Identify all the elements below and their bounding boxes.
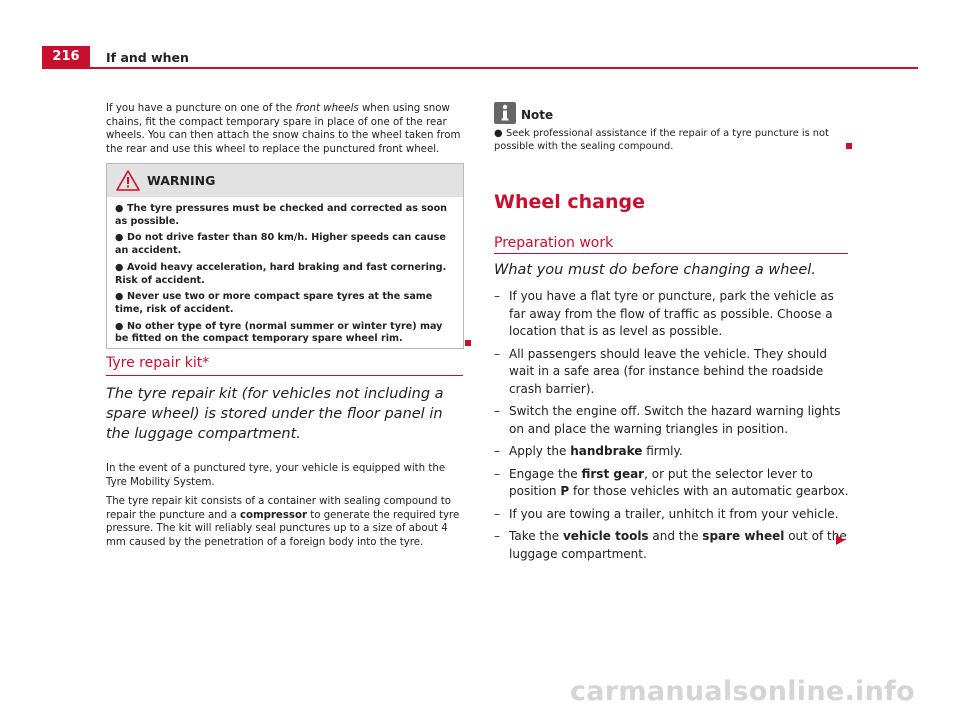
warning-item: ● No other type of tyre (normal summer or winter tyre) may be fitted on the compact temporary spare wheel rim. xyxy=(115,320,443,345)
step-item: – If you have a flat tyre or puncture, park the vehicle as far away from the flow of traffic as possible. Choose a location that is as level as possible. xyxy=(494,289,834,338)
tyre-repair-kit-heading: Tyre repair kit* xyxy=(106,355,210,371)
step-item: – All passengers should leave the vehicle. They should wait in a safe area (for instance behind the roadside crash barrier). xyxy=(494,346,827,396)
step-item: – If you are towing a trailer, unhitch it from your vehicle. xyxy=(494,506,839,521)
heading-rule xyxy=(106,375,463,376)
subsection-title: Preparation work xyxy=(494,235,614,251)
warning-item: ● The tyre pressures must be checked and corrected as soon as possible. xyxy=(115,203,447,227)
tyre-repair-kit-intro: The tyre repair kit (for vehicles not including a spare wheel) is stored under the floor panel in the luggage compartment. xyxy=(106,386,444,442)
warning-box xyxy=(106,163,464,349)
section-title: Wheel change xyxy=(494,191,646,213)
preparation-intro: What you must do before changing a wheel. xyxy=(494,262,816,278)
step-item: – Switch the engine off. Switch the hazard warning lights on and place the warning triangles in position. xyxy=(494,404,841,436)
note-title: Note xyxy=(521,108,554,122)
warning-list xyxy=(107,197,463,346)
header-rule xyxy=(42,67,918,69)
continue-arrow-icon xyxy=(836,535,845,545)
warning-item: ● Do not drive faster than 80 km/h. Higher speeds can cause an accident. xyxy=(115,232,446,257)
tyre-mobility-paragraph: In the event of a punctured tyre, your vehicle is equipped with the Tyre Mobility System. xyxy=(106,463,446,488)
running-title: If and when xyxy=(106,50,189,65)
warning-triangle-icon xyxy=(116,170,140,191)
note-text: ● Seek professional assistance if the repair of a tyre puncture is not possible with the sealing compound. xyxy=(494,128,829,152)
subsection-rule xyxy=(494,253,848,254)
step-item: – Apply the handbrake firmly. xyxy=(494,444,683,458)
warning-item: ● Never use two or more compact spare tyres at the same time, risk of accident. xyxy=(115,291,433,315)
section-end-square-icon xyxy=(846,143,852,149)
section-end-square-icon xyxy=(465,340,471,346)
snow-chains-paragraph: If you have a puncture on one of the front wheels when using snow chains, fit the compact temporary spare in place of one of the rear wheels. You can then attach the snow chains to the wheel taken from the rear and use this wheel to replace the punctured front wheel. xyxy=(106,103,461,155)
watermark: carmanualsonline.info xyxy=(569,676,915,707)
step-item: – Engage the first gear, or put the selector lever to position P for those vehicles with an automatic gearbox. xyxy=(494,466,849,498)
step-item: – Take the vehicle tools and the spare wheel out of the luggage compartment. xyxy=(494,529,847,561)
info-icon xyxy=(494,102,516,124)
warning-title: WARNING xyxy=(147,173,216,188)
repair-kit-contents-paragraph: The tyre repair kit consists of a container with sealing compound to repair the puncture and a compressor to generate the required tyre pressure. The kit will reliably seal punctures up to a size of about 4 mm caused by the penetration of a foreign body into the tyre. xyxy=(106,496,460,548)
page-number: 216 xyxy=(42,46,90,68)
preparation-steps xyxy=(494,288,854,568)
warning-header xyxy=(107,164,463,197)
warning-item: ● Avoid heavy acceleration, hard braking and fast cornering. Risk of accident. xyxy=(115,261,447,286)
